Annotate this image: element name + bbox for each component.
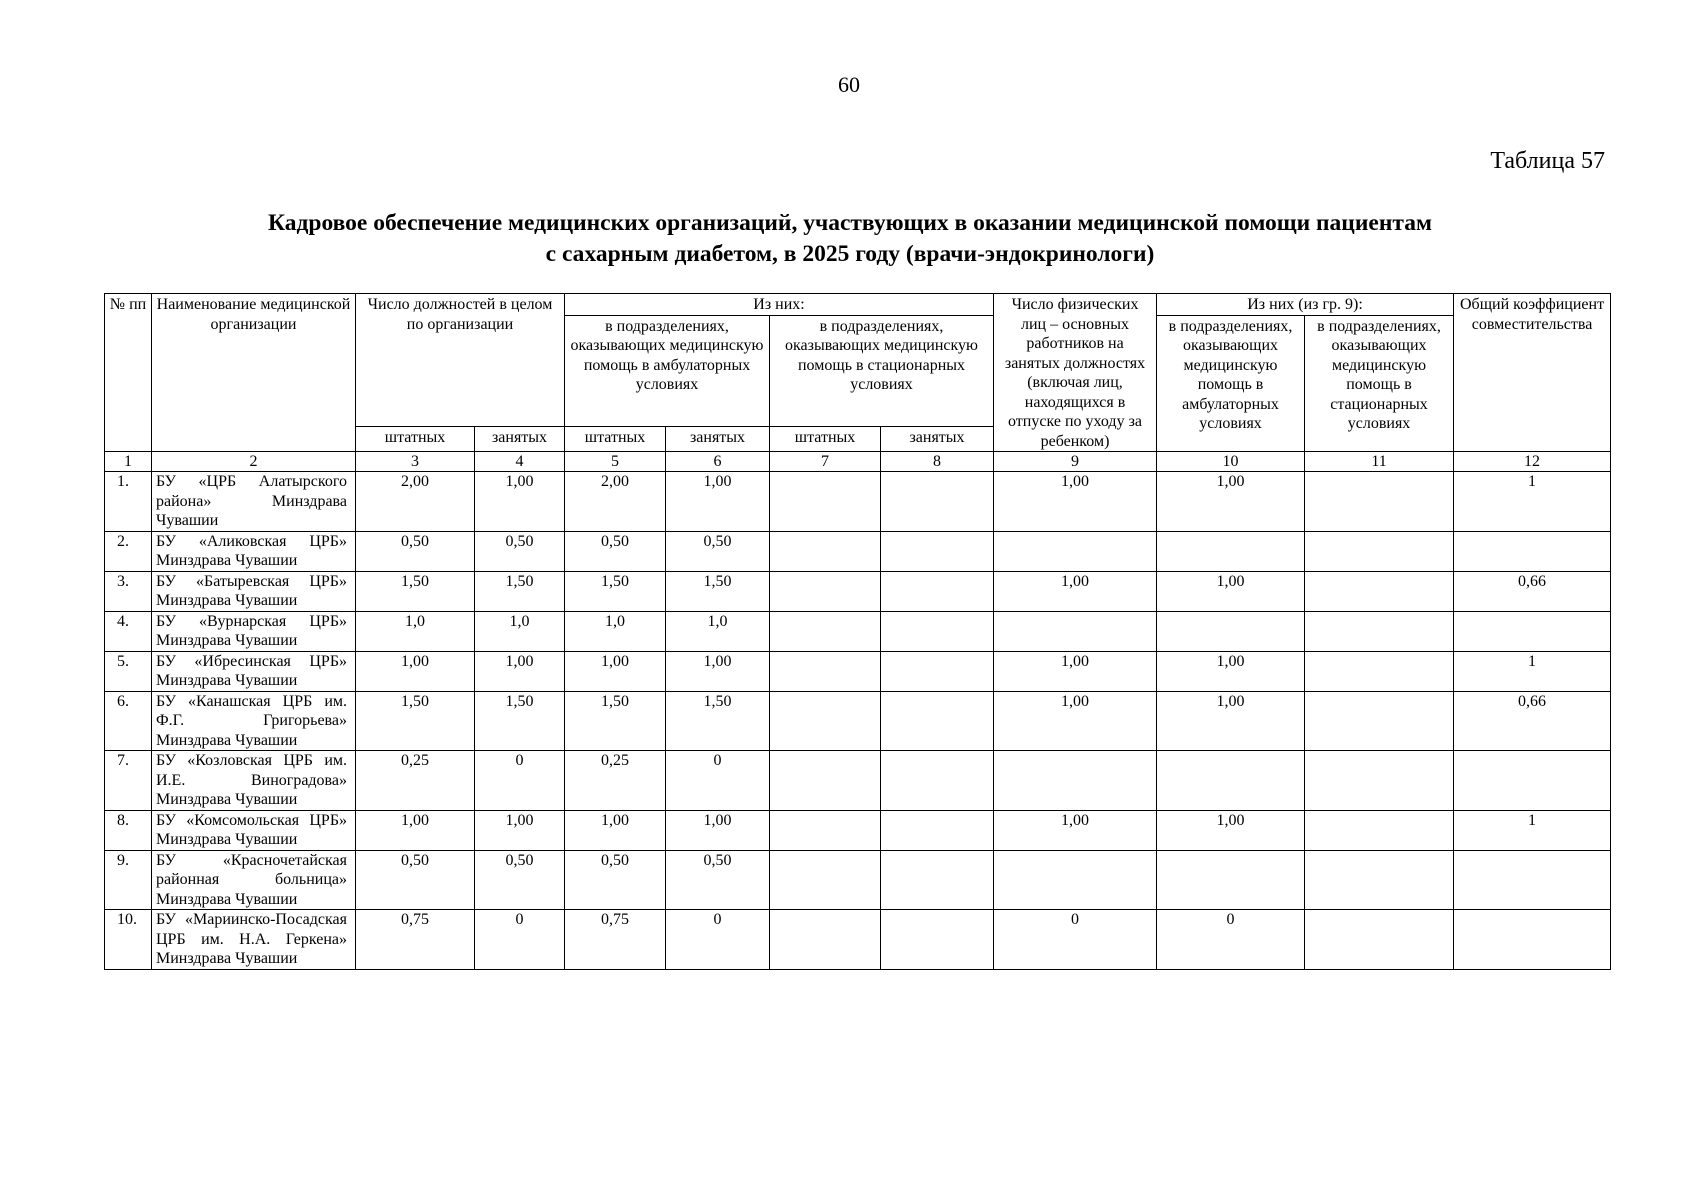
value-cell-col-10: 0 — [1157, 910, 1305, 970]
value-cell-col-4: 1,50 — [475, 691, 565, 751]
row-number-cell: 5. — [105, 651, 152, 691]
column-number: 9 — [994, 452, 1157, 472]
table-row — [105, 651, 1611, 691]
header-inpatient-occupied: занятых — [881, 426, 994, 451]
row-number-cell: 8. — [105, 810, 152, 850]
value-cell-col-7 — [770, 810, 881, 850]
value-cell-col-7 — [770, 531, 881, 571]
value-cell-col-6: 1,00 — [666, 651, 770, 691]
header-total-staffed: штатных — [356, 426, 475, 451]
table-row — [105, 751, 1611, 811]
value-cell-col-7 — [770, 910, 881, 970]
value-cell-col-10: 1,00 — [1157, 472, 1305, 532]
value-cell-col-11 — [1305, 810, 1454, 850]
value-cell-col-4: 1,00 — [475, 810, 565, 850]
org-name-cell: БУ «Вурнарская ЦРБ» Минздрава Чувашии — [152, 611, 356, 651]
page-number: 60 — [838, 72, 860, 97]
value-cell-col-11 — [1305, 611, 1454, 651]
value-cell-col-7 — [770, 571, 881, 611]
value-cell-col-3: 0,50 — [356, 850, 475, 910]
org-name-cell: БУ «Мариинско-Посадская ЦРБ им. Н.А. Геркена» Минздрава Чувашии — [152, 910, 356, 970]
value-cell-col-10 — [1157, 751, 1305, 811]
value-cell-col-10: 1,00 — [1157, 571, 1305, 611]
org-name-cell: БУ «ЦРБ Алатырского района» Минздрава Чувашии — [152, 472, 356, 532]
value-cell-col-3: 1,00 — [356, 810, 475, 850]
value-cell-col-11 — [1305, 850, 1454, 910]
header-ambulatory-occupied: занятых — [666, 426, 770, 451]
column-number: 5 — [565, 452, 666, 472]
header-num: № пп — [105, 294, 152, 452]
value-cell-col-5: 0,50 — [565, 850, 666, 910]
value-cell-col-10: 1,00 — [1157, 651, 1305, 691]
value-cell-col-12 — [1454, 611, 1611, 651]
value-cell-col-4: 0 — [475, 751, 565, 811]
value-cell-col-5: 1,00 — [565, 651, 666, 691]
value-cell-col-3: 0,50 — [356, 531, 475, 571]
value-cell-col-9 — [994, 531, 1157, 571]
header-org-name: Наименование медицинской организации — [152, 294, 356, 452]
value-cell-col-6: 0 — [666, 751, 770, 811]
column-number: 6 — [666, 452, 770, 472]
column-number: 10 — [1157, 452, 1305, 472]
value-cell-col-6: 1,00 — [666, 472, 770, 532]
value-cell-col-12 — [1454, 910, 1611, 970]
value-cell-col-7 — [770, 472, 881, 532]
org-name-cell: БУ «Канашская ЦРБ им. Ф.Г. Григорьева» Минздрава Чувашии — [152, 691, 356, 751]
value-cell-col-3: 0,25 — [356, 751, 475, 811]
value-cell-col-6: 0,50 — [666, 850, 770, 910]
value-cell-col-5: 1,50 — [565, 571, 666, 611]
value-cell-col-5: 1,50 — [565, 691, 666, 751]
header-gr9-inpatient: в подразделениях, оказывающих медицинскую помощь в стационарных условиях — [1305, 315, 1454, 452]
value-cell-col-9 — [994, 751, 1157, 811]
header-inpatient-staffed: штатных — [770, 426, 881, 451]
value-cell-col-12 — [1454, 751, 1611, 811]
table-row — [105, 472, 1611, 532]
value-cell-col-3: 1,50 — [356, 691, 475, 751]
header-individuals: Число физических лиц – основных работников на занятых должностях (включая лиц, находящихся в отпуске по уходу за ребенком) — [994, 294, 1157, 452]
table-title-line-1: Кадровое обеспечение медицинских организаций, участвующих в оказании медицинской помощи пациентам — [268, 210, 1432, 236]
value-cell-col-5: 1,00 — [565, 810, 666, 850]
row-number-cell: 7. — [105, 751, 152, 811]
value-cell-col-4: 0,50 — [475, 531, 565, 571]
value-cell-col-12: 0,66 — [1454, 571, 1611, 611]
value-cell-col-8 — [881, 472, 994, 532]
value-cell-col-7 — [770, 691, 881, 751]
value-cell-col-9 — [994, 850, 1157, 910]
value-cell-col-6: 1,50 — [666, 691, 770, 751]
column-number: 11 — [1305, 452, 1454, 472]
value-cell-col-9: 1,00 — [994, 571, 1157, 611]
table-title — [110, 208, 1590, 270]
value-cell-col-7 — [770, 751, 881, 811]
value-cell-col-12: 1 — [1454, 472, 1611, 532]
value-cell-col-9: 1,00 — [994, 810, 1157, 850]
value-cell-col-8 — [881, 810, 994, 850]
org-name-cell: БУ «Аликовская ЦРБ» Минздрава Чувашии — [152, 531, 356, 571]
value-cell-col-4: 1,00 — [475, 651, 565, 691]
value-cell-col-8 — [881, 751, 994, 811]
value-cell-col-3: 2,00 — [356, 472, 475, 532]
value-cell-col-10 — [1157, 611, 1305, 651]
value-cell-col-8 — [881, 910, 994, 970]
column-number: 8 — [881, 452, 994, 472]
table-row — [105, 850, 1611, 910]
row-number-cell: 6. — [105, 691, 152, 751]
value-cell-col-11 — [1305, 751, 1454, 811]
org-name-cell: БУ «Красночетайская районная больница» Минздрава Чувашии — [152, 850, 356, 910]
value-cell-col-6: 1,50 — [666, 571, 770, 611]
value-cell-col-8 — [881, 531, 994, 571]
value-cell-col-6: 0,50 — [666, 531, 770, 571]
row-number-cell: 3. — [105, 571, 152, 611]
header-of-them-gr9: Из них (из гр. 9): — [1157, 294, 1454, 316]
value-cell-col-11 — [1305, 910, 1454, 970]
value-cell-col-12: 1 — [1454, 651, 1611, 691]
column-number: 7 — [770, 452, 881, 472]
value-cell-col-3: 1,00 — [356, 651, 475, 691]
header-ambulatory-units: в подразделениях, оказывающих медицинскую помощь в амбулаторных условиях — [565, 315, 770, 426]
row-number-cell: 4. — [105, 611, 152, 651]
value-cell-col-9 — [994, 611, 1157, 651]
value-cell-col-8 — [881, 611, 994, 651]
value-cell-col-5: 2,00 — [565, 472, 666, 532]
value-cell-col-11 — [1305, 691, 1454, 751]
org-name-cell: БУ «Батыревская ЦРБ» Минздрава Чувашии — [152, 571, 356, 611]
table-body — [105, 452, 1611, 970]
table-row — [105, 910, 1611, 970]
value-cell-col-5: 0,75 — [565, 910, 666, 970]
column-number: 12 — [1454, 452, 1611, 472]
value-cell-col-3: 1,50 — [356, 571, 475, 611]
row-number-cell: 10. — [105, 910, 152, 970]
value-cell-col-8 — [881, 850, 994, 910]
value-cell-col-10 — [1157, 531, 1305, 571]
value-cell-col-5: 0,25 — [565, 751, 666, 811]
value-cell-col-11 — [1305, 531, 1454, 571]
column-number-row — [105, 452, 1611, 472]
value-cell-col-12: 1 — [1454, 810, 1611, 850]
value-cell-col-4: 0 — [475, 910, 565, 970]
org-name-cell: БУ «Козловская ЦРБ им. И.Е. Виноградова» Минздрава Чувашии — [152, 751, 356, 811]
value-cell-col-9: 1,00 — [994, 691, 1157, 751]
table-row — [105, 571, 1611, 611]
value-cell-col-6: 1,0 — [666, 611, 770, 651]
value-cell-col-12 — [1454, 531, 1611, 571]
value-cell-col-12: 0,66 — [1454, 691, 1611, 751]
value-cell-col-10: 1,00 — [1157, 691, 1305, 751]
value-cell-col-6: 0 — [666, 910, 770, 970]
value-cell-col-11 — [1305, 472, 1454, 532]
column-number: 1 — [105, 452, 152, 472]
value-cell-col-8 — [881, 691, 994, 751]
value-cell-col-9: 1,00 — [994, 472, 1157, 532]
header-inpatient-units: в подразделениях, оказывающих медицинскую помощь в стационарных условиях — [770, 315, 994, 426]
header-gr9-ambulatory: в подразделениях, оказывающих медицинскую помощь в амбулаторных условиях — [1157, 315, 1305, 452]
row-number-cell: 2. — [105, 531, 152, 571]
value-cell-col-7 — [770, 850, 881, 910]
value-cell-col-9: 1,00 — [994, 651, 1157, 691]
value-cell-col-5: 0,50 — [565, 531, 666, 571]
header-ambulatory-staffed: штатных — [565, 426, 666, 451]
value-cell-col-7 — [770, 611, 881, 651]
table-row — [105, 611, 1611, 651]
value-cell-col-9: 0 — [994, 910, 1157, 970]
header-row-1 — [105, 294, 1611, 316]
header-of-them: Из них: — [565, 294, 994, 316]
header-positions-total: Число должностей в целом по организации — [356, 294, 565, 427]
value-cell-col-10 — [1157, 850, 1305, 910]
row-number-cell: 1. — [105, 472, 152, 532]
value-cell-col-3: 0,75 — [356, 910, 475, 970]
value-cell-col-4: 1,50 — [475, 571, 565, 611]
value-cell-col-8 — [881, 651, 994, 691]
value-cell-col-11 — [1305, 571, 1454, 611]
value-cell-col-8 — [881, 571, 994, 611]
table-title-line-2: с сахарным диабетом, в 2025 году (врачи-эндокринологи) — [545, 241, 1155, 267]
value-cell-col-6: 1,00 — [666, 810, 770, 850]
value-cell-col-3: 1,0 — [356, 611, 475, 651]
table-row — [105, 810, 1611, 850]
column-number: 4 — [475, 452, 565, 472]
value-cell-col-4: 0,50 — [475, 850, 565, 910]
value-cell-col-5: 1,0 — [565, 611, 666, 651]
value-cell-col-4: 1,0 — [475, 611, 565, 651]
org-name-cell: БУ «Комсомольская ЦРБ» Минздрава Чувашии — [152, 810, 356, 850]
value-cell-col-4: 1,00 — [475, 472, 565, 532]
value-cell-col-12 — [1454, 850, 1611, 910]
value-cell-col-10: 1,00 — [1157, 810, 1305, 850]
staffing-table — [104, 293, 1611, 970]
header-coefficient: Общий коэффициент совместительства — [1454, 294, 1611, 452]
table-row — [105, 531, 1611, 571]
header-total-occupied: занятых — [475, 426, 565, 451]
table-row — [105, 691, 1611, 751]
value-cell-col-11 — [1305, 651, 1454, 691]
org-name-cell: БУ «Ибресинская ЦРБ» Минздрава Чувашии — [152, 651, 356, 691]
value-cell-col-7 — [770, 651, 881, 691]
column-number: 3 — [356, 452, 475, 472]
table-label: Таблица 57 — [1490, 148, 1605, 174]
row-number-cell: 9. — [105, 850, 152, 910]
column-number: 2 — [152, 452, 356, 472]
